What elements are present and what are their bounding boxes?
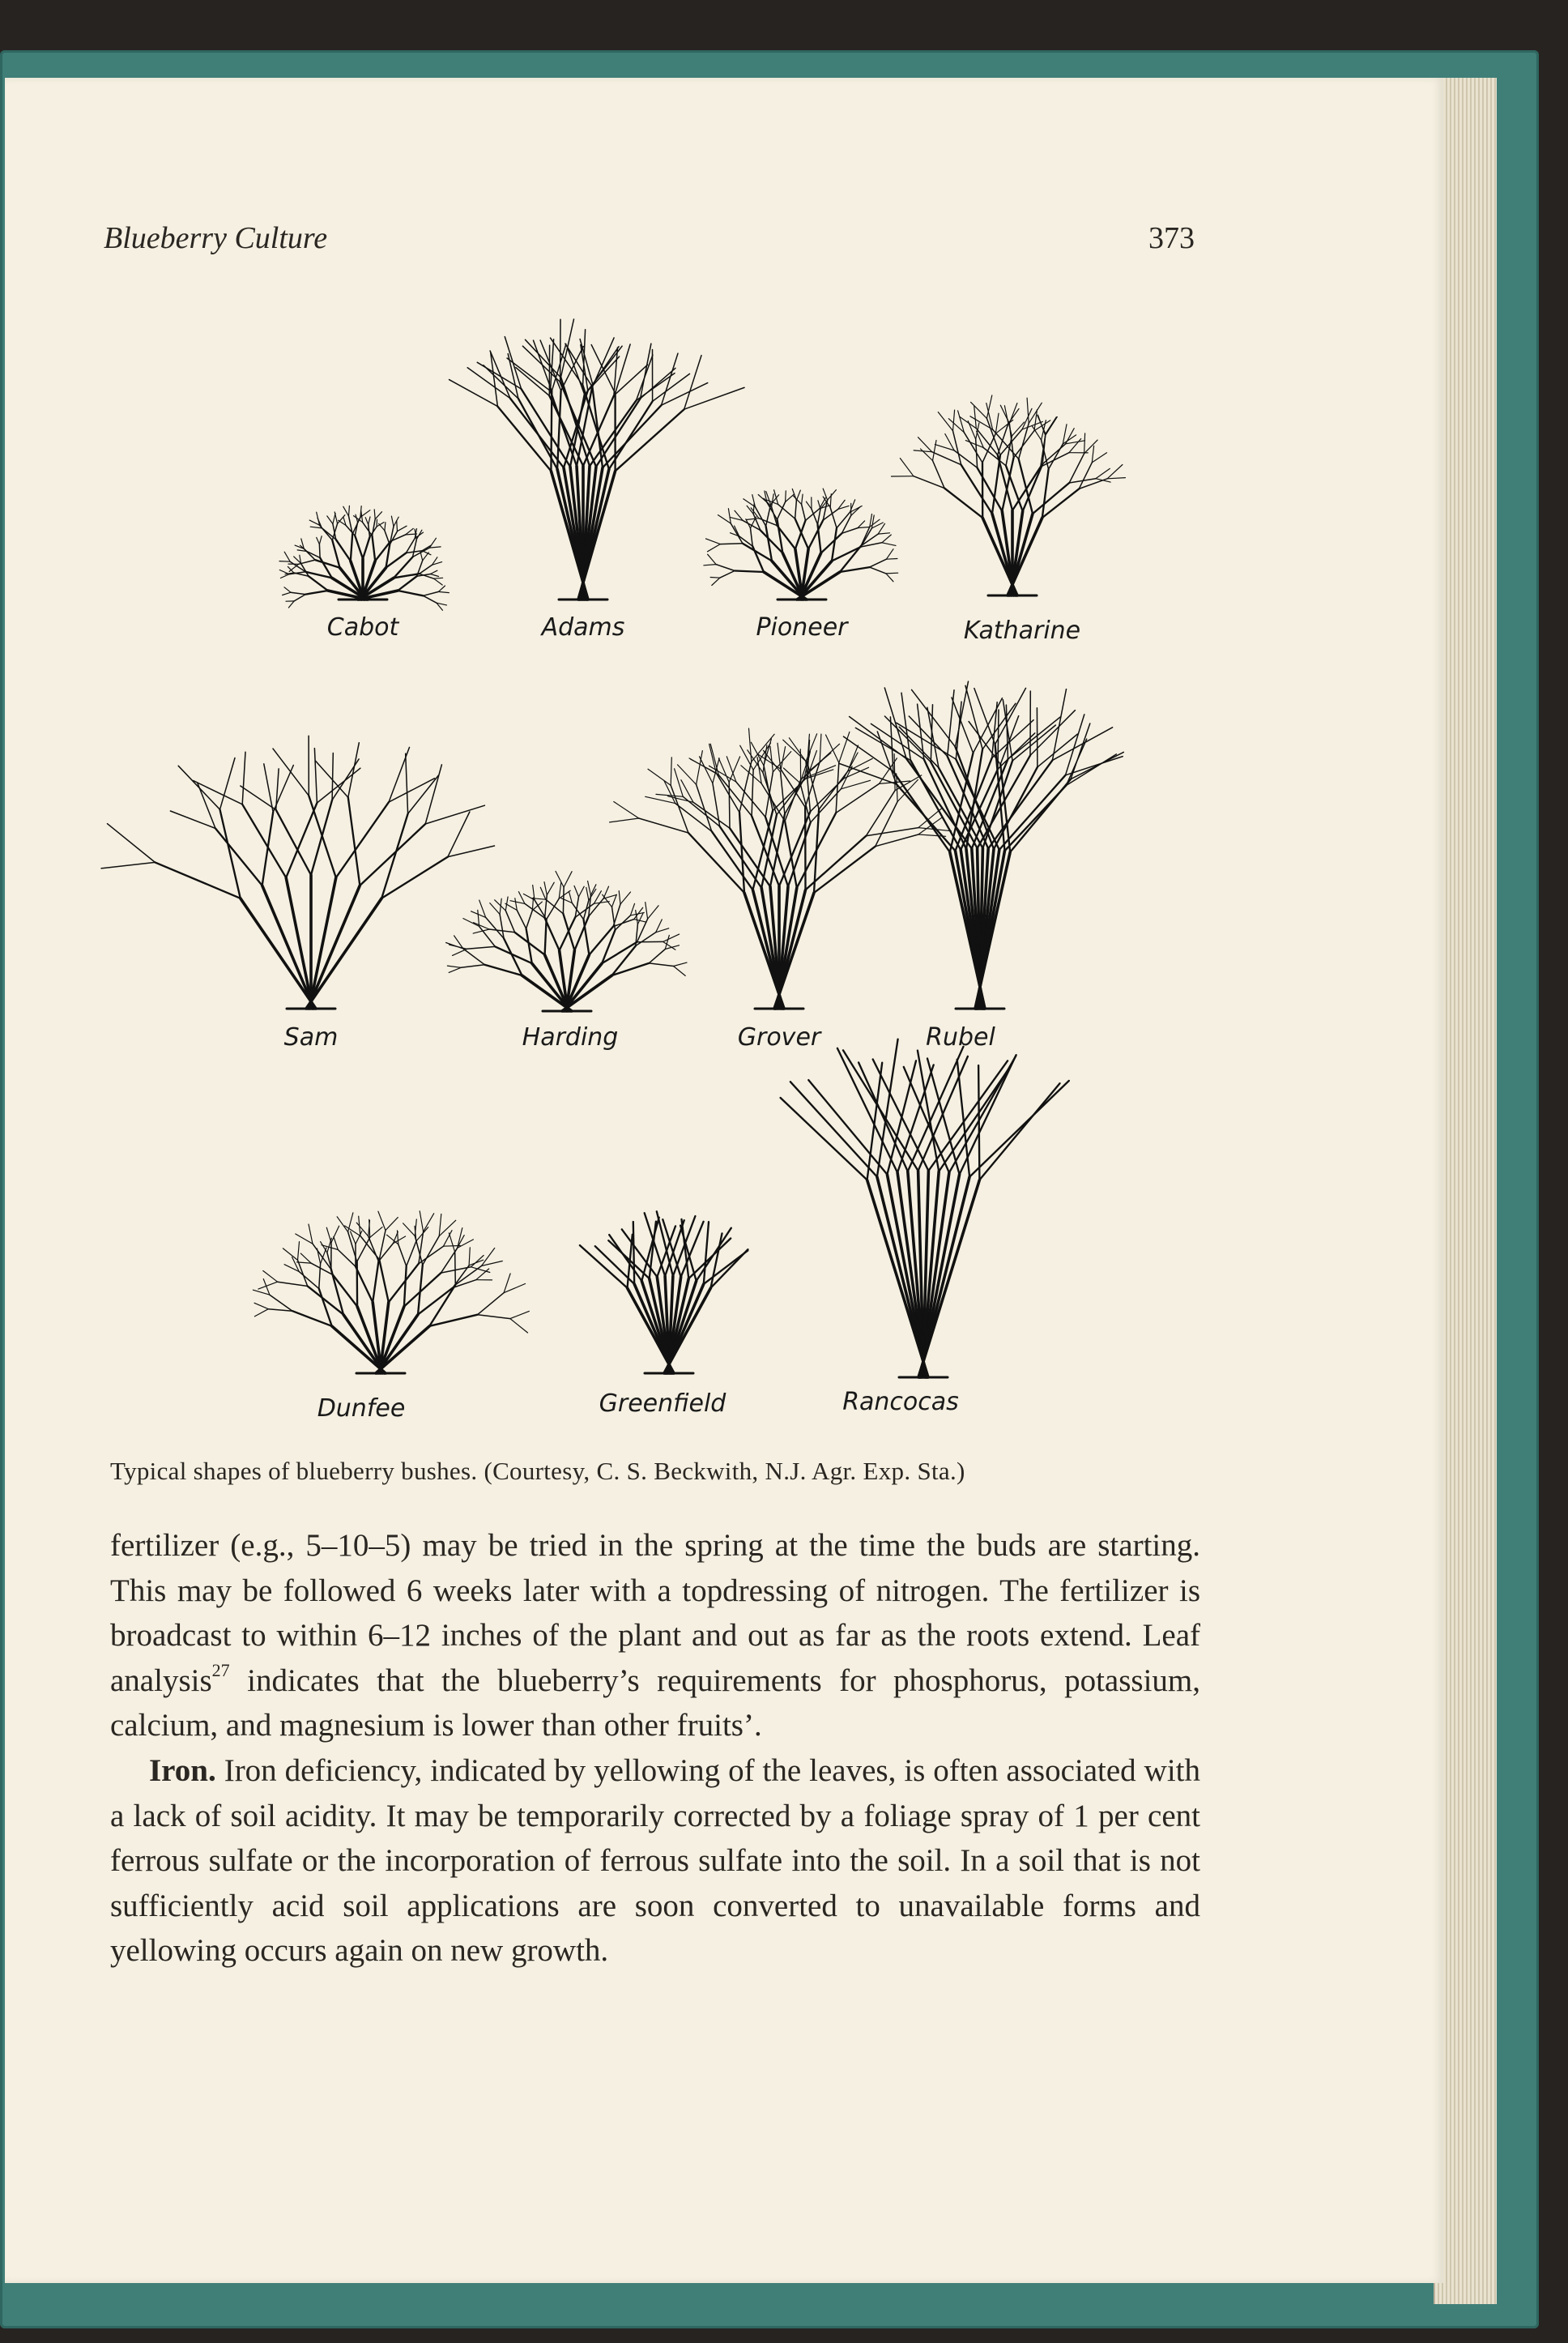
bush-label: Grover [737, 1023, 821, 1052]
bush-label: Sam [283, 1023, 339, 1052]
bush-drawing [704, 489, 898, 600]
paragraph-fertilizer [110, 1523, 1200, 1748]
bush-label: Dunfee [317, 1394, 406, 1423]
bush-label: Adams [541, 613, 625, 642]
page-number: 373 [1148, 221, 1195, 255]
bush-label: Katharine [963, 617, 1081, 645]
bush-drawing [892, 395, 1126, 595]
bush-drawing [610, 728, 952, 1009]
paragraph-heading: Iron. [149, 1752, 216, 1788]
paragraph-text: indicates that the blueberry’s requirements for phosphorus, potassium, calcium, and magnesium is lower than other fruits’. [110, 1662, 1200, 1743]
bush-drawing [101, 736, 494, 1009]
bush-drawing [450, 319, 745, 600]
paragraph-iron [110, 1748, 1200, 1974]
body-text [110, 1523, 1200, 1974]
paragraph-text: Iron deficiency, indicated by yellowing of the leaves, is often associated with a lack of soil acidity. It may be temporarily corrected by a foliage spray of 1 per cent ferrous sulfate or the incorporation of ferrous sulfate into the soil. In a soil that is not sufficiently acid soil applications are soon converted to unavailable forms and yellowing occurs again on new growth. [110, 1752, 1200, 1969]
bush-drawing [279, 506, 449, 610]
bush-drawing [580, 1211, 748, 1373]
bush-drawing [781, 1039, 1069, 1377]
bush-label: Rancocas [842, 1388, 959, 1416]
bush-drawing [446, 871, 687, 1011]
bush-label: Harding [522, 1023, 619, 1052]
footnote-ref: 27 [211, 1659, 230, 1680]
bush-label: Pioneer [756, 613, 848, 642]
bush-drawing [253, 1211, 529, 1373]
bush-label: Rubel [926, 1023, 995, 1052]
bush-label: Greenfield [599, 1389, 726, 1418]
paragraph-text: fertilizer (e.g., 5–10–5) may be tried in the spring at the time the buds are starting. This may be followed 6 weeks later with a topdressing of nitrogen. The fertilizer is broadcast to within 6–12 inches of the plant and out as far as the roots extend. Leaf analysis [110, 1528, 1200, 1698]
running-head-title: Blueberry Culture [104, 221, 328, 255]
bush-label: Cabot [326, 613, 399, 642]
figure-caption: Typical shapes of blueberry bushes. (Courtesy, C. S. Beckwith, N.J. Agr. Exp. Sta.) [110, 1457, 965, 1485]
